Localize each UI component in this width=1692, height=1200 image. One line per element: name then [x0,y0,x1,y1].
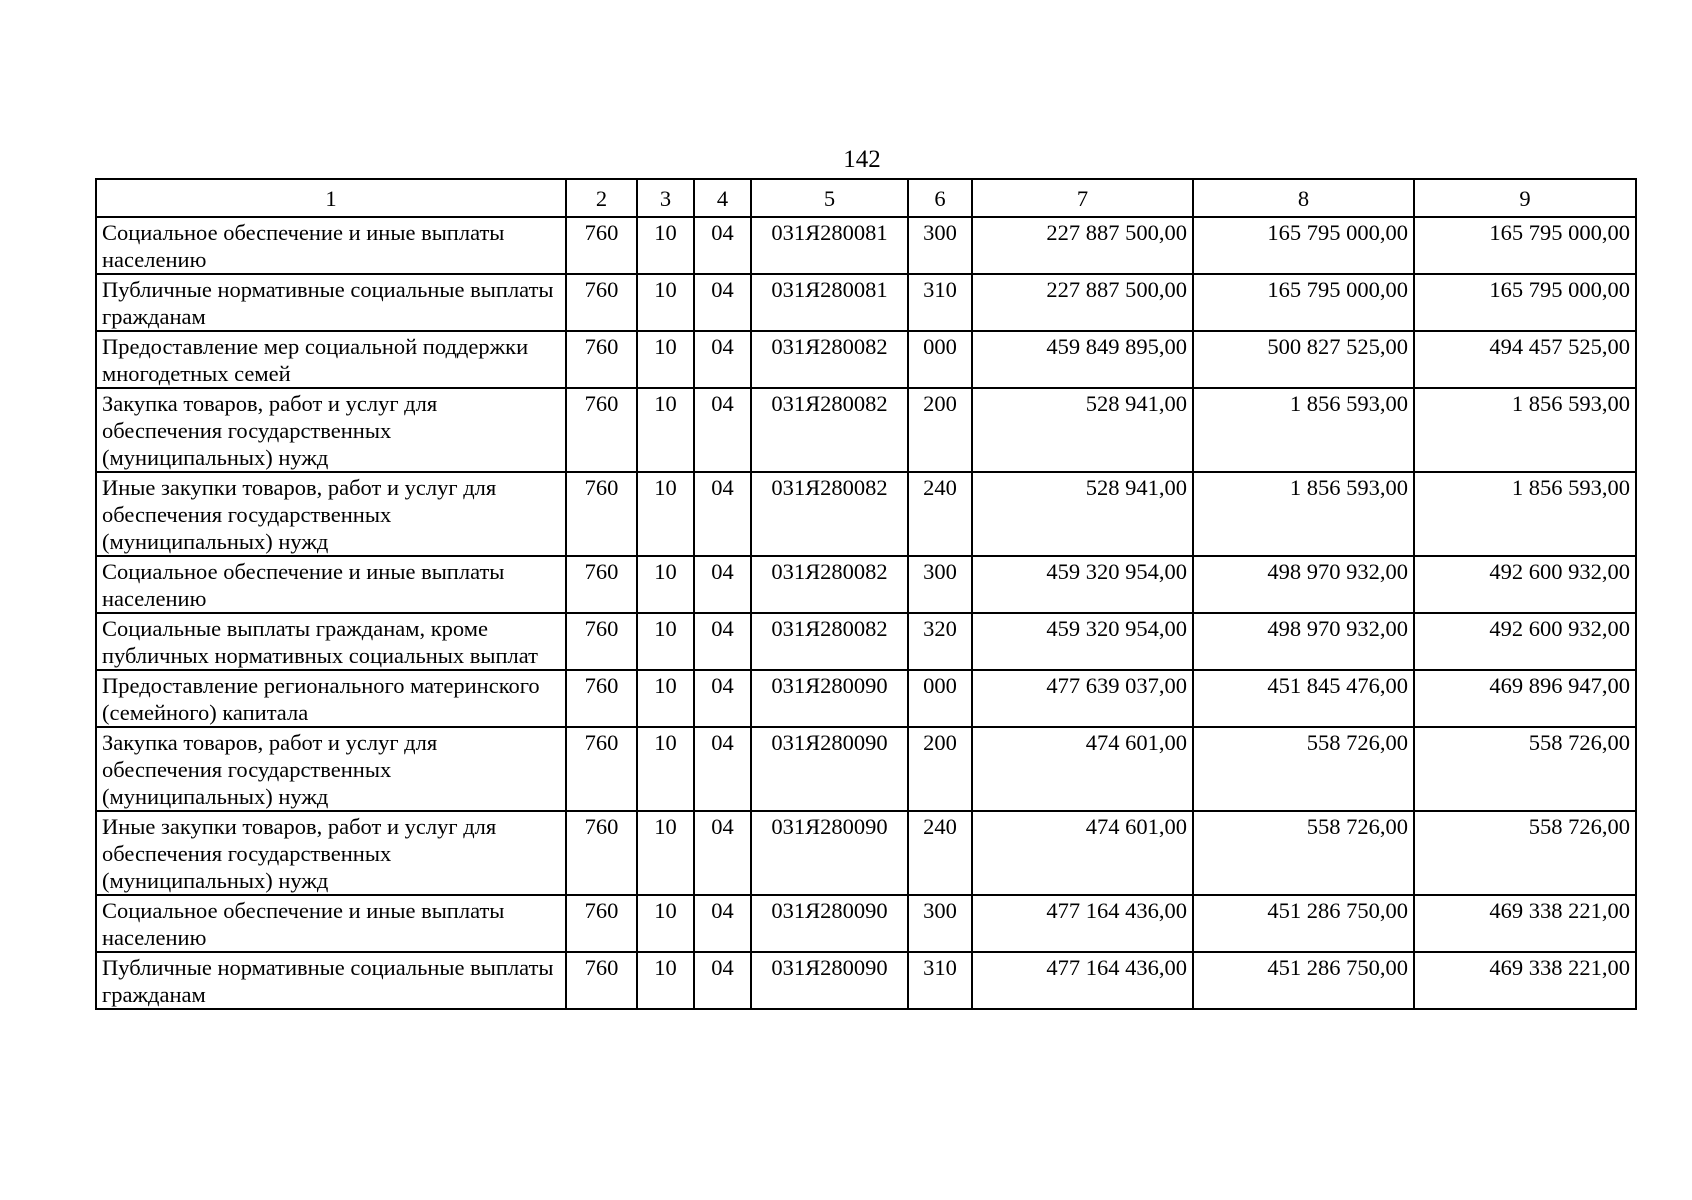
expense-type-code: 240 [908,472,972,556]
amount-col-7: 528 941,00 [972,388,1193,472]
amount-col-9: 165 795 000,00 [1414,217,1636,274]
expense-name: Иные закупки товаров, работ и услуг для обеспечения государственных (муниципальных) нужд [96,472,566,556]
amount-col-8: 498 970 932,00 [1193,556,1414,613]
ministry-code: 760 [566,895,637,952]
subsection-code: 04 [694,613,751,670]
amount-col-9: 469 338 221,00 [1414,952,1636,1009]
section-code: 10 [637,670,694,727]
expense-type-code: 310 [908,952,972,1009]
amount-col-9: 469 896 947,00 [1414,670,1636,727]
amount-col-8: 451 286 750,00 [1193,895,1414,952]
ministry-code: 760 [566,472,637,556]
expense-name: Социальные выплаты гражданам, кроме публичных нормативных социальных выплат [96,613,566,670]
amount-col-7: 477 164 436,00 [972,952,1193,1009]
subsection-code: 04 [694,895,751,952]
target-article-code: 031Я280081 [751,217,908,274]
ministry-code: 760 [566,217,637,274]
expense-type-code: 200 [908,727,972,811]
amount-col-9: 558 726,00 [1414,811,1636,895]
column-header: 5 [751,179,908,217]
expense-name: Социальное обеспечение и иные выплаты населению [96,217,566,274]
table-row [96,556,1636,613]
header-row [96,179,1636,217]
ministry-code: 760 [566,670,637,727]
table-row [96,388,1636,472]
expense-type-code: 200 [908,388,972,472]
amount-col-8: 451 286 750,00 [1193,952,1414,1009]
column-header: 3 [637,179,694,217]
table-row [96,952,1636,1009]
budget-table [95,178,1637,1010]
amount-col-7: 474 601,00 [972,811,1193,895]
table-row [96,895,1636,952]
table-row [96,670,1636,727]
ministry-code: 760 [566,952,637,1009]
target-article-code: 031Я280090 [751,811,908,895]
subsection-code: 04 [694,670,751,727]
column-header: 8 [1193,179,1414,217]
expense-name: Закупка товаров, работ и услуг для обеспечения государственных (муниципальных) нужд [96,727,566,811]
table-row [96,613,1636,670]
expense-name: Публичные нормативные социальные выплаты гражданам [96,274,566,331]
amount-col-8: 1 856 593,00 [1193,388,1414,472]
column-header: 4 [694,179,751,217]
column-header: 7 [972,179,1193,217]
column-header: 1 [96,179,566,217]
expense-type-code: 000 [908,331,972,388]
amount-col-9: 558 726,00 [1414,727,1636,811]
section-code: 10 [637,895,694,952]
target-article-code: 031Я280082 [751,613,908,670]
ministry-code: 760 [566,274,637,331]
expense-type-code: 240 [908,811,972,895]
expense-name: Социальное обеспечение и иные выплаты населению [96,556,566,613]
target-article-code: 031Я280082 [751,556,908,613]
amount-col-7: 474 601,00 [972,727,1193,811]
amount-col-8: 165 795 000,00 [1193,217,1414,274]
target-article-code: 031Я280090 [751,952,908,1009]
target-article-code: 031Я280090 [751,895,908,952]
subsection-code: 04 [694,274,751,331]
subsection-code: 04 [694,556,751,613]
column-header: 2 [566,179,637,217]
ministry-code: 760 [566,388,637,472]
amount-col-7: 459 320 954,00 [972,556,1193,613]
ministry-code: 760 [566,727,637,811]
amount-col-8: 498 970 932,00 [1193,613,1414,670]
target-article-code: 031Я280082 [751,472,908,556]
amount-col-9: 1 856 593,00 [1414,472,1636,556]
amount-col-7: 477 639 037,00 [972,670,1193,727]
table-row [96,811,1636,895]
subsection-code: 04 [694,217,751,274]
table-row [96,217,1636,274]
amount-col-8: 500 827 525,00 [1193,331,1414,388]
expense-name: Предоставление мер социальной поддержки многодетных семей [96,331,566,388]
expense-name: Предоставление регионального материнского (семейного) капитала [96,670,566,727]
amount-col-9: 492 600 932,00 [1414,556,1636,613]
section-code: 10 [637,727,694,811]
expense-type-code: 000 [908,670,972,727]
page-number: 142 [843,146,881,173]
subsection-code: 04 [694,472,751,556]
amount-col-8: 558 726,00 [1193,727,1414,811]
amount-col-9: 469 338 221,00 [1414,895,1636,952]
amount-col-7: 528 941,00 [972,472,1193,556]
section-code: 10 [637,613,694,670]
expense-type-code: 300 [908,217,972,274]
amount-col-7: 459 849 895,00 [972,331,1193,388]
subsection-code: 04 [694,952,751,1009]
amount-col-7: 459 320 954,00 [972,613,1193,670]
section-code: 10 [637,952,694,1009]
target-article-code: 031Я280081 [751,274,908,331]
ministry-code: 760 [566,811,637,895]
amount-col-9: 494 457 525,00 [1414,331,1636,388]
table-body [96,217,1636,1009]
target-article-code: 031Я280082 [751,331,908,388]
subsection-code: 04 [694,331,751,388]
subsection-code: 04 [694,388,751,472]
table-row [96,472,1636,556]
subsection-code: 04 [694,727,751,811]
section-code: 10 [637,331,694,388]
amount-col-8: 1 856 593,00 [1193,472,1414,556]
table-row [96,331,1636,388]
amount-col-8: 451 845 476,00 [1193,670,1414,727]
expense-type-code: 310 [908,274,972,331]
expense-name: Публичные нормативные социальные выплаты гражданам [96,952,566,1009]
table-row [96,274,1636,331]
section-code: 10 [637,472,694,556]
amount-col-7: 227 887 500,00 [972,217,1193,274]
expense-type-code: 320 [908,613,972,670]
expense-type-code: 300 [908,895,972,952]
ministry-code: 760 [566,331,637,388]
column-header: 9 [1414,179,1636,217]
section-code: 10 [637,556,694,613]
expense-name: Иные закупки товаров, работ и услуг для обеспечения государственных (муниципальных) нужд [96,811,566,895]
subsection-code: 04 [694,811,751,895]
amount-col-7: 227 887 500,00 [972,274,1193,331]
amount-col-9: 492 600 932,00 [1414,613,1636,670]
target-article-code: 031Я280090 [751,727,908,811]
table-row [96,727,1636,811]
ministry-code: 760 [566,613,637,670]
amount-col-8: 558 726,00 [1193,811,1414,895]
expense-name: Социальное обеспечение и иные выплаты населению [96,895,566,952]
section-code: 10 [637,217,694,274]
expense-name: Закупка товаров, работ и услуг для обеспечения государственных (муниципальных) нужд [96,388,566,472]
section-code: 10 [637,388,694,472]
section-code: 10 [637,274,694,331]
column-header: 6 [908,179,972,217]
amount-col-8: 165 795 000,00 [1193,274,1414,331]
amount-col-9: 1 856 593,00 [1414,388,1636,472]
target-article-code: 031Я280090 [751,670,908,727]
amount-col-9: 165 795 000,00 [1414,274,1636,331]
section-code: 10 [637,811,694,895]
expense-type-code: 300 [908,556,972,613]
ministry-code: 760 [566,556,637,613]
target-article-code: 031Я280082 [751,388,908,472]
amount-col-7: 477 164 436,00 [972,895,1193,952]
